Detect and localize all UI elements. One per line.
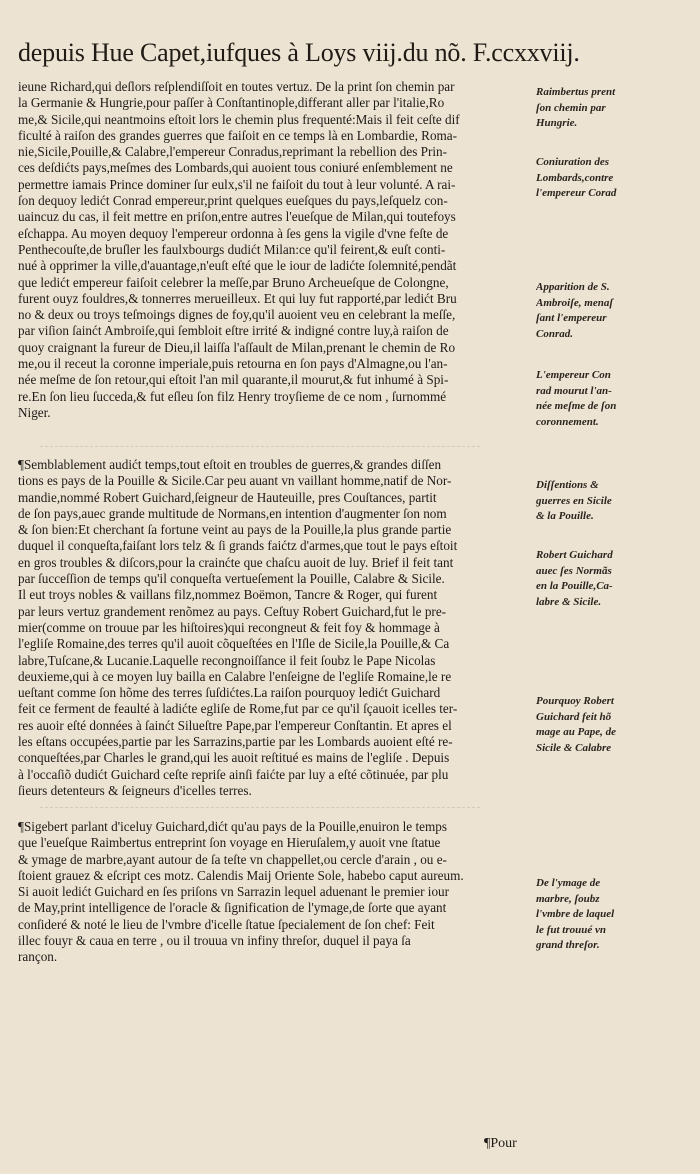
text-line: labre,Tuſcane,& Lucanie.Laquelle recongnoiſſance il feit ſoubz le Pape Nicolas bbox=[18, 652, 436, 668]
margin-note-line: Hungrie. bbox=[536, 117, 578, 129]
show-through-divider bbox=[40, 446, 480, 447]
text-line: mandie,nommé Robert Guichard,ſeigneur de Hauteuille, pres Couſtances, partit bbox=[18, 489, 437, 505]
text-line: Penthecouſte,de bruſler les faulxbourgs dudićt Milan:ce qu'il feirent,& euſt conti- bbox=[18, 241, 446, 257]
text-line: deuxieme,qui à ce moyen luy bailla en Calabre l'enſeigne de l'egliſe Romaine,le re bbox=[18, 668, 452, 684]
margin-note-line: l'vmbre de laquel bbox=[536, 908, 615, 920]
text-line: Il eut troys nobles & vaillans filz,nommez Boëmon, Tancre & Roger, qui furent bbox=[18, 587, 438, 603]
text-line: ueſtant comme ſon hõme des terres ſuſdićtes.La raiſon pourquoy ledićt Guichard bbox=[18, 685, 441, 701]
margin-note bbox=[536, 876, 696, 954]
main-paragraph bbox=[18, 819, 533, 966]
margin-note-line: De l'ymage de bbox=[536, 877, 601, 889]
text-line: me,ou il receut la coronne imperiale,puis retourna en ſon pays d'Almagne,ou l'an- bbox=[18, 356, 448, 372]
margin-note-line: Pourquoy Robert bbox=[536, 695, 614, 707]
text-line: la Germanie & Hungrie,pour paſſer à Conſtantinople,differant aller par l'italie,Ro bbox=[18, 95, 445, 111]
margin-note bbox=[536, 694, 696, 756]
main-paragraph bbox=[18, 79, 533, 421]
margin-note-line: coronnement. bbox=[536, 415, 599, 428]
margin-note bbox=[536, 548, 696, 610]
text-line: conqueſtées,par Charles le grand,qui les auoit reſtitué es mains de l'egliſe . Depuis bbox=[18, 750, 450, 766]
margin-note-line: rad mourut l'an- bbox=[536, 384, 612, 397]
margin-note-line: marbre, ſoubz bbox=[536, 892, 600, 905]
text-line: de ſon pays,auec grande multitude de Normans,en intention d'augmenter ſon nom bbox=[18, 505, 447, 521]
margin-note-line: mage au Pape, de bbox=[536, 726, 617, 738]
text-line: par leurs vertuz grandement renõmez au pays. Ceſtuy Robert Guichard,fut le pre- bbox=[18, 603, 447, 619]
catchword: ¶Pour bbox=[484, 1136, 517, 1151]
text-line: conſideré & noté le lieu de l'vmbre d'icelle ſtatue ſpecialement de ſon chef: Feit bbox=[18, 916, 435, 932]
text-line: res auoir eſté données à ſainćt Silueſtre Pape,par l'empereur Conſtantin. Et apres el bbox=[18, 717, 452, 733]
margin-note bbox=[536, 155, 696, 202]
margin-note-line: l'empereur Corad bbox=[536, 187, 617, 199]
margin-note-line: ſant l'empereur bbox=[536, 312, 607, 324]
text-line: rançon. bbox=[18, 949, 58, 965]
text-line: eſchappa. Au moyen dequoy l'empereur ordonna à ſes gens la vigile d'vne feſte de bbox=[18, 225, 449, 241]
text-line: & ſon bien:Et cherchant ſa fortune veint au pays de la Pouille,la plus grande partie bbox=[18, 522, 452, 538]
margin-note-line: ſon chemin par bbox=[536, 101, 606, 114]
text-line: en gros troubles & diſcors,pour la crainćte que chaſcu auoit de luy. Brief il feit tant bbox=[18, 554, 454, 570]
text-line: mier(comme on trouue par les hiſtoires)qui recongneut & feit foy & hommage à bbox=[18, 619, 440, 635]
margin-note-line: auec ſes Normãs bbox=[536, 564, 612, 577]
margin-note-line: labre & Sicile. bbox=[536, 595, 602, 608]
margin-note-line: Robert Guichard bbox=[536, 549, 613, 561]
text-line: uaincuz du cas, il feit mettre en priſon,entre autres l'eueſque de Milan,qui toutefoys bbox=[18, 209, 456, 225]
text-line: no & deux ou troys teſmoings dignes de foy,qu'il auoient veu en celebrant la meſſe, bbox=[18, 307, 456, 323]
text-line: ¶Semblablement audićt temps,tout eſtoit en troubles de guerres,& grandes diſſen bbox=[18, 457, 442, 472]
show-through-divider bbox=[40, 807, 480, 808]
margin-note-line: L'empereur Con bbox=[536, 369, 611, 381]
margin-note-line: Apparition de S. bbox=[536, 281, 610, 293]
text-line: ces deſdićts pays,meſmes des Lombards,qui auoient tous coniuré enſemblement ne bbox=[18, 160, 453, 176]
margin-note bbox=[536, 368, 696, 430]
margin-note-line: Diſſentions & bbox=[536, 479, 599, 491]
text-line: par viſion ſainćt Ambroiſe,qui ſembloit eſtre irrité & indigné contre luy,à raiſon de bbox=[18, 323, 449, 339]
margin-note-line: née meſme de ſon bbox=[536, 400, 617, 412]
text-line: ¶Sigebert parlant d'iceluy Guichard,dićt qu'au pays de la Pouille,enuiron le temps bbox=[18, 819, 447, 834]
text-line: nie,Sicile,Pouille,& Calabre,l'empereur Conradus,reprimant la rebellion des Prin- bbox=[18, 144, 448, 160]
text-line: Si auoit ledićt Guichard en ſes priſons vn Sarrazin lequel aduenant le premier iour bbox=[18, 884, 450, 900]
text-line: illec fouyr & caua en terre , ou il trouua vn infiny threſor, duquel il paya ſa bbox=[18, 933, 411, 949]
margin-note-line: guerres en Sicile bbox=[536, 494, 612, 507]
text-line: permettre iamais Prince dominer ſur eulx,s'il ne faiſoit du tout à leur volunté. A rai- bbox=[18, 176, 456, 192]
text-line: l'egliſe Romaine,des terres qu'il auoit cõqueſtées en l'Iſle de Sicile,la Pouille,& Ca bbox=[18, 636, 450, 652]
text-line: de May,print intelligence de l'oracle & ſignification de l'ymage,de ſorte que ayant bbox=[18, 900, 447, 916]
text-line: re.En ſon lieu ſucceda,& fut eſleu ſon filz Henry troyſieme de ce nom , ſurnommé bbox=[18, 388, 447, 404]
text-line: les eſtans occupées,partie par les Sarrazins,partie par les Lombards auoient eſté re- bbox=[18, 734, 453, 750]
margin-note bbox=[536, 280, 696, 342]
text-line: à l'occaſiõ dudićt Guichard ceſte repriſe ainſi faićte par luy a eſté cõtinuée, par plu bbox=[18, 766, 449, 782]
text-line: ſieurs detenteurs & ſeigneurs d'icelles terres. bbox=[18, 782, 252, 798]
margin-note-line: Guichard feit hõ bbox=[536, 710, 612, 723]
text-line: nué à opprimer la ville,d'auantage,n'euſt eſté que le iour de ladićte ſolemnité,pendãt bbox=[18, 258, 457, 274]
margin-note-line: Coniuration des bbox=[536, 156, 610, 168]
margin-note-line: Conrad. bbox=[536, 327, 573, 340]
text-line: née meſme de ſon retour,qui eſtoit l'an mil quarante,il mourut,& fut inhumé à Spi- bbox=[18, 372, 449, 388]
text-line: tions es pays de la Pouille & Sicile.Car peu auant vn vaillant homme,natif de Nor- bbox=[18, 473, 452, 489]
text-line: quoy craignant la fureur de Dieu,il laiſſa l'aſſault de Milan,prenant le chemin de Ro bbox=[18, 339, 456, 355]
margin-note-line: & la Pouille. bbox=[536, 510, 594, 522]
text-line: furent ouyz fouldres,& tonnerres merueilleux. Et qui luy fut rapporté,par ledićt Bru bbox=[18, 290, 457, 306]
margin-note bbox=[536, 85, 696, 132]
text-line: duquel il conqueſta,faiſant lors telz & ſi grands faićtz d'armes,que tout le pays eſtoit bbox=[18, 538, 458, 554]
text-line: feit ce ferment de feaulté à ladićte egliſe de Rome,fut par ce qu'il ſçauoit icelles ter- bbox=[18, 701, 458, 717]
text-line: que l'eueſque Raimbertus entreprint ſon voyage en Hieruſalem,y auoit vne ſtatue bbox=[18, 835, 441, 851]
margin-note-line: en la Pouille,Ca- bbox=[536, 580, 613, 592]
text-line: ſon dequoy ledićt Conrad empereur,print quelques eueſques du pays,leſquelz con- bbox=[18, 193, 448, 209]
text-line: par ſucceſſion de temps qu'il conqueſta vertueſement la Pouille, Calabre & Sicile. bbox=[18, 571, 445, 587]
text-line: que ledićt empereur faiſoit celebrer la meſſe,par Bruno Archeueſque de Colongne, bbox=[18, 274, 449, 290]
running-head: depuis Hue Capet,iufques à Loys viij.du nõ. F.ccxxviij. bbox=[18, 38, 580, 67]
text-line: & ymage de marbre,ayant autour de ſa teſte vn chappellet,ou cercle d'arain , ou e- bbox=[18, 851, 447, 867]
margin-note-line: grand threſor. bbox=[536, 939, 600, 951]
margin-note-line: Lombards,contre bbox=[536, 171, 614, 184]
margin-note bbox=[536, 478, 696, 525]
text-line: Niger. bbox=[18, 404, 51, 420]
text-line: ieune Richard,qui deſlors reſplendiſſoit en toutes vertuz. De la print ſon chemin par bbox=[18, 79, 455, 94]
margin-note-line: Sicile & Calabre bbox=[536, 741, 612, 754]
margin-note-line: le fut trouué vn bbox=[536, 923, 606, 936]
main-paragraph bbox=[18, 457, 533, 799]
text-line: me,& Sicile,qui neantmoins eſtoit lors le chemin plus frequenté:Mais il feit ceſte dif bbox=[18, 111, 460, 127]
margin-note-line: Ambroiſe, menaſ bbox=[536, 296, 613, 309]
margin-note-line: Raimbertus prent bbox=[536, 86, 616, 98]
text-line: ſtoient grauez & eſcript ces motz. Calendis Maij Oriente Sole, habebo caput aureum. bbox=[18, 867, 464, 883]
text-line: ficulté à raiſon des grandes guerres que faiſoit en ce temps là en Lombardie, Roma- bbox=[18, 127, 458, 143]
